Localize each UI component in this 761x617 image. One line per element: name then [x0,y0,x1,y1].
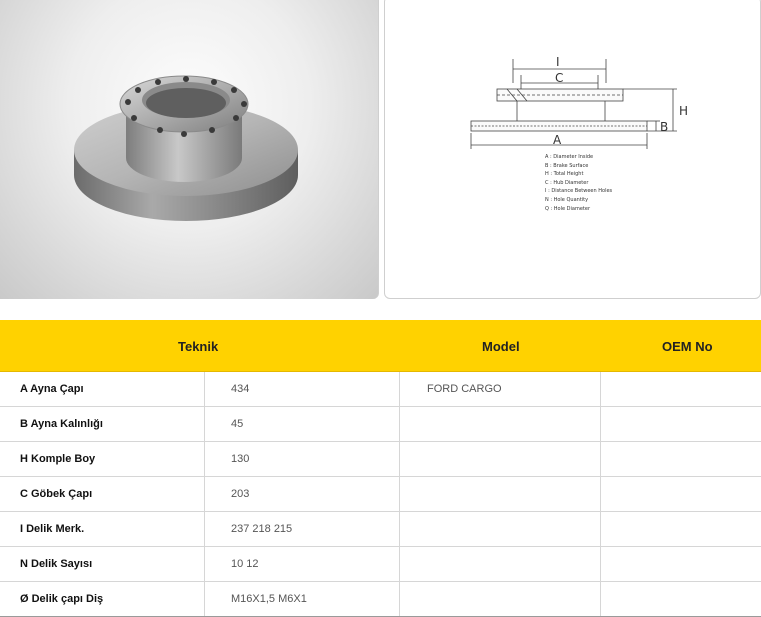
spec-label: N Delik Sayısı [20,558,93,570]
spec-value: 130 [231,453,250,465]
spec-oem [601,512,761,546]
brake-disc-image [0,0,378,299]
spec-value: 10 12 [231,558,259,570]
legend-item: Q : Hole Diameter [545,205,591,212]
legend-item: B : Brake Surface [545,162,589,169]
header-model: Model [482,339,520,354]
spec-label: B Ayna Kalınlığı [20,418,103,430]
table-row [0,407,761,442]
diagram-legend [545,153,612,213]
spec-model [427,547,597,581]
spec-model [427,407,597,441]
spec-table [0,320,761,617]
spec-oem [601,372,761,406]
spec-oem [601,477,761,511]
product-photo[interactable] [0,0,379,299]
legend-item: A : Diameter Inside [545,154,594,160]
spec-model [427,582,597,616]
label-i: I [556,55,560,69]
table-row [0,582,761,617]
spec-model [427,477,597,511]
spec-oem [601,407,761,441]
legend-item: C : Hub Diameter [545,179,589,186]
spec-label: Ø Delik çapı Diş [20,593,104,605]
legend-item: H : Total Height [545,171,584,178]
spec-model [427,442,597,476]
spec-value: 45 [231,418,244,430]
table-row [0,512,761,547]
spec-oem [601,547,761,581]
header-teknik: Teknik [178,339,219,354]
header-oem: OEM No [662,339,713,354]
spec-value: 434 [231,383,250,395]
spec-label: A Ayna Çapı [20,383,84,395]
label-h: H [679,104,689,118]
technical-drawing[interactable] [384,0,761,299]
spec-model [427,512,597,546]
spec-label: H Komple Boy [20,453,96,465]
label-c: C [555,71,564,85]
table-row [0,547,761,582]
label-a: A [553,133,562,147]
spec-label: I Delik Merk. [20,523,85,535]
spec-value: 203 [231,488,250,500]
table-row [0,442,761,477]
spec-label: C Göbek Çapı [20,488,93,500]
legend-item: N : Hole Quantity [545,196,589,203]
product-media [0,0,761,302]
table-row [0,477,761,512]
spec-oem [601,582,761,616]
spec-value: M16X1,5 M6X1 [231,593,307,605]
spec-model: FORD CARGO [427,383,502,395]
dimension-diagram [385,0,761,300]
spec-value: 237 218 215 [231,523,293,535]
spec-oem [601,442,761,476]
spec-table-header [0,320,761,372]
table-row [0,372,761,407]
label-b: B [660,120,669,134]
legend-item: I : Distance Between Holes [545,188,613,195]
